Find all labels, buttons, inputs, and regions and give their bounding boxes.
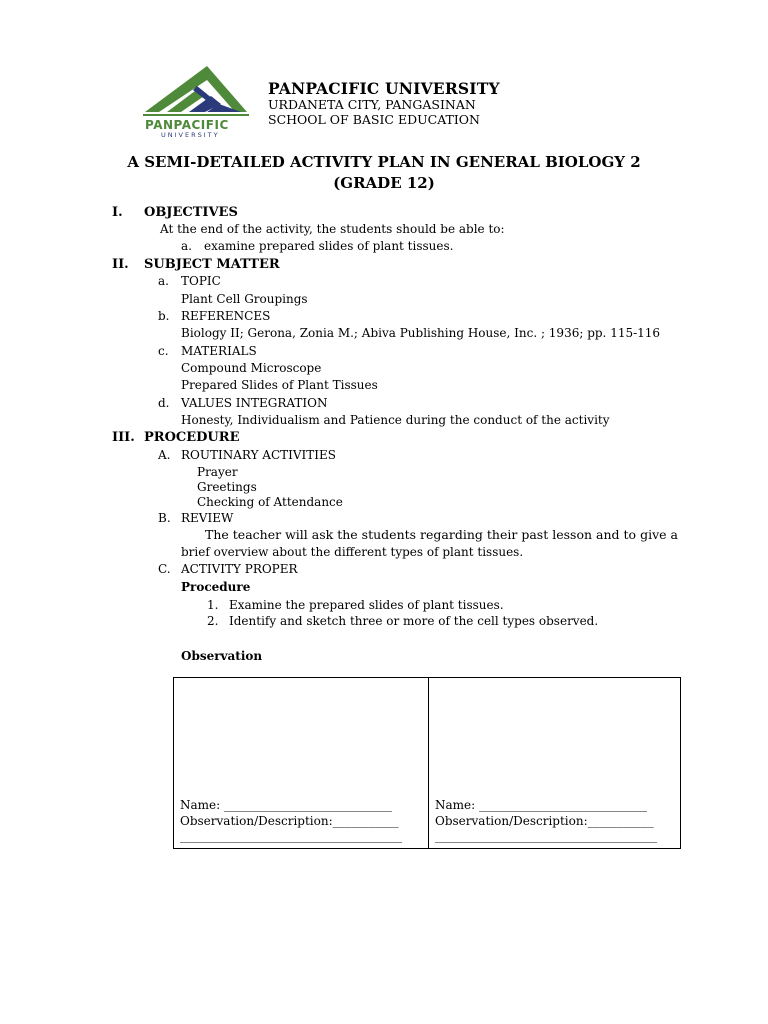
objectives-intro: At the end of the activity, the students should be able to: [160, 222, 505, 236]
values-value: Honesty, Individualism and Patience during the conduct of the activity [181, 413, 610, 427]
section-heading-procedure: PROCEDURE [144, 430, 240, 445]
list-letter: C. [158, 562, 171, 576]
logo-text: PANPACIFIC [145, 118, 229, 132]
name-line[interactable]: Name: ____________________________ [180, 798, 392, 812]
procedure-heading: Procedure [181, 580, 251, 594]
list-letter: B. [158, 511, 171, 525]
routinary-item: Prayer [197, 465, 238, 479]
section-heading-objectives: OBJECTIVES [144, 205, 238, 220]
description-line[interactable]: Observation/Description:___________ [435, 814, 654, 828]
procedure-step: Examine the prepared slides of plant tissues. [229, 598, 504, 612]
university-logo [137, 62, 255, 140]
step-number: 2. [207, 614, 219, 628]
observation-table [173, 677, 681, 849]
review-label: REVIEW [181, 511, 234, 525]
blank-line[interactable]: _____________________________________ [435, 829, 657, 843]
name-line[interactable]: Name: ____________________________ [435, 798, 647, 812]
section-number: III. [112, 430, 135, 445]
materials-label: MATERIALS [181, 344, 257, 358]
document-title: A SEMI-DETAILED ACTIVITY PLAN IN GENERAL BIOLOGY 2 [127, 153, 641, 171]
references-value: Biology II; Gerona, Zonia M.; Abiva Publishing House, Inc. ; 1936; pp. 115-116 [181, 326, 661, 340]
list-letter: a. [158, 274, 169, 288]
topic-value: Plant Cell Groupings [181, 292, 308, 306]
observation-cell-right[interactable] [429, 678, 681, 848]
activity-label: ACTIVITY PROPER [181, 562, 298, 576]
logo-subtext: UNIVERSITY [161, 131, 220, 139]
procedure-step: Identify and sketch three or more of the cell types observed. [229, 614, 599, 628]
values-label: VALUES INTEGRATION [181, 396, 328, 410]
section-number: II. [112, 257, 129, 272]
school-name: SCHOOL OF BASIC EDUCATION [268, 112, 480, 127]
routinary-item: Greetings [197, 480, 257, 494]
observation-cell-left[interactable] [174, 678, 428, 848]
observation-heading: Observation [181, 649, 263, 663]
routinary-label: ROUTINARY ACTIVITIES [181, 448, 337, 462]
list-letter: d. [158, 396, 170, 410]
material-item: Compound Microscope [181, 361, 322, 375]
list-letter: b. [158, 309, 170, 323]
section-number: I. [112, 205, 123, 220]
objective-item: examine prepared slides of plant tissues. [204, 239, 454, 253]
review-text-line2: brief overview about the different types of plant tissues. [181, 545, 524, 559]
blank-line[interactable]: _____________________________________ [180, 829, 402, 843]
list-letter: a. [181, 239, 192, 253]
references-label: REFERENCES [181, 309, 271, 323]
review-text-line1: The teacher will ask the students regarding their past lesson and to give a [205, 527, 678, 542]
section-heading-subject-matter: SUBJECT MATTER [144, 257, 280, 272]
step-number: 1. [207, 598, 219, 612]
university-name: PANPACIFIC UNIVERSITY [268, 79, 500, 98]
list-letter: c. [158, 344, 169, 358]
routinary-item: Checking of Attendance [197, 495, 343, 509]
list-letter: A. [158, 448, 171, 462]
material-item: Prepared Slides of Plant Tissues [181, 378, 378, 392]
document-subtitle: (GRADE 12) [333, 174, 435, 192]
university-location: URDANETA CITY, PANGASINAN [268, 97, 476, 112]
description-line[interactable]: Observation/Description:___________ [180, 814, 399, 828]
topic-label: TOPIC [181, 274, 221, 288]
